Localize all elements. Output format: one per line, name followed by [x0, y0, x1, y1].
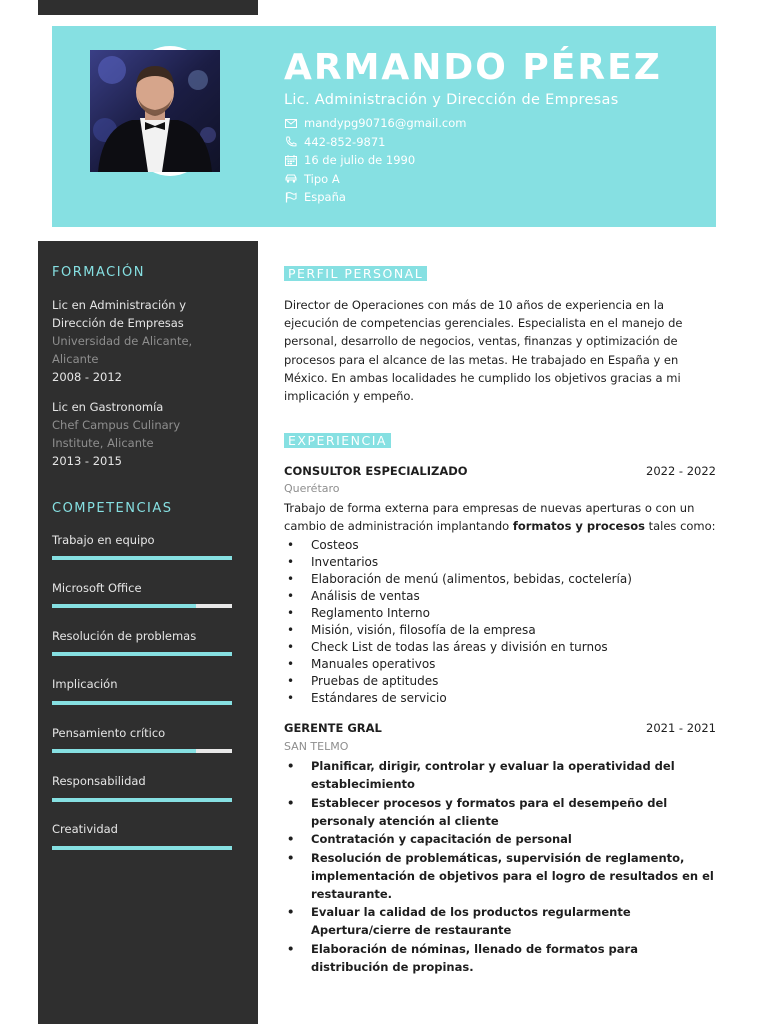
list-item: • Elaboración de nóminas, llenado de formatos para distribución de propinas. [284, 940, 718, 976]
list-item: • Misión, visión, filosofía de la empresa [284, 622, 718, 639]
phone-icon [284, 136, 298, 148]
skill-label: Trabajo en equipo [52, 533, 155, 547]
skill-label: Pensamiento crítico [52, 726, 166, 740]
flag-icon [284, 191, 298, 203]
profile-heading: PERFIL PERSONAL [284, 266, 427, 281]
skill-bar [52, 652, 232, 656]
education-heading: FORMACIÓN [52, 265, 145, 280]
list-item: • Evaluar la calidad de los productos regularmente Apertura/cierre de restaurante [284, 903, 718, 939]
list-item: • Análisis de ventas [284, 588, 718, 605]
job-description-emphasis: formatos y procesos [512, 519, 645, 533]
contact-text: Tipo A [304, 171, 340, 186]
experience-heading: EXPERIENCIA [284, 433, 391, 448]
list-item: • Establecer procesos y formatos para el desempeño del personaly atención al cliente [284, 794, 718, 830]
skill-label: Responsabilidad [52, 774, 146, 788]
contact-list [284, 114, 466, 207]
contact-license [284, 170, 466, 189]
job-description-end: tales como: [644, 519, 716, 533]
candidate-title: Lic. Administración y Dirección de Empresas [284, 92, 619, 108]
skill-item [52, 629, 232, 647]
skill-item [52, 774, 232, 792]
job-position: CONSULTOR ESPECIALIZADO [284, 464, 468, 478]
contact-phone[interactable] [284, 133, 466, 152]
car-icon [284, 173, 298, 185]
skill-item [52, 677, 232, 695]
profile-text: Director de Operaciones con más de 10 años de experiencia en la ejecución de competencias gerenciales. Especialista en el manejo de personal, desarrollo de negocios, ventas, finanzas y optimización de procesos para el alcance de las metas. He trabajado en España y en México. En ambas localidades he cumplido los objetivos gracias a mi implicación y empeño. [284, 298, 683, 404]
contact-text: mandypg90716@gmail.com [304, 116, 467, 131]
job-task-list [284, 757, 718, 976]
contact-text: España [304, 190, 346, 205]
skill-bar [52, 604, 232, 608]
skill-bar-fill [52, 604, 196, 608]
contact-email[interactable] [284, 114, 466, 133]
list-item: • Estándares de servicio [284, 690, 718, 707]
education-entry [52, 296, 222, 386]
skill-bar [52, 556, 232, 560]
list-item: • Manuales operativos [284, 656, 718, 673]
skill-bar [52, 749, 232, 753]
candidate-name: ARMANDO PÉREZ [284, 47, 662, 88]
education-degree: Lic en Gastronomía [52, 400, 164, 414]
education-degree: Lic en Administración y Dirección de Empresas [52, 298, 187, 330]
list-item: • Check List de todas las áreas y división en turnos [284, 639, 718, 656]
skill-label: Microsoft Office [52, 581, 142, 595]
education-institution: Chef Campus Culinary Institute, Alicante [52, 418, 181, 450]
list-item: • Planificar, dirigir, controlar y evaluar la operatividad del establecimiento [284, 757, 718, 793]
job-location: Querétaro [284, 482, 340, 495]
list-item: • Elaboración de menú (alimentos, bebidas, coctelería) [284, 571, 718, 588]
skill-bar-fill [52, 652, 232, 656]
education-years: 2013 - 2015 [52, 454, 122, 468]
calendar-icon [284, 154, 298, 166]
job-task-list [284, 537, 718, 707]
job-years: 2022 - 2022 [646, 464, 716, 478]
skill-label: Implicación [52, 677, 118, 691]
list-item: • Pruebas de aptitudes [284, 673, 718, 690]
education-institution: Universidad de Alicante, Alicante [52, 334, 193, 366]
skill-bar-fill [52, 846, 232, 850]
education-years: 2008 - 2012 [52, 370, 122, 384]
skill-item [52, 533, 232, 551]
list-item: • Reglamento Interno [284, 605, 718, 622]
profile-photo [90, 50, 220, 172]
skill-item [52, 581, 232, 599]
contact-nationality [284, 188, 466, 207]
skill-bar-fill [52, 798, 232, 802]
list-item: • Costeos [284, 537, 718, 554]
job-years: 2021 - 2021 [646, 721, 716, 735]
list-item: • Resolución de problemáticas, supervisión de reglamento, implementación de objetivos para el logro de resultados en el restaurante. [284, 849, 718, 903]
list-item: • Inventarios [284, 554, 718, 571]
job-location: SAN TELMO [284, 740, 349, 753]
skill-bar-fill [52, 701, 232, 705]
skill-label: Creatividad [52, 822, 118, 836]
list-item: • Contratación y capacitación de personal [284, 830, 718, 848]
skill-bar [52, 798, 232, 802]
skill-bar [52, 846, 232, 850]
skill-bar-fill [52, 749, 196, 753]
skill-bar-fill [52, 556, 232, 560]
contact-birthdate [284, 151, 466, 170]
job-position: GERENTE GRAL [284, 721, 382, 735]
envelope-icon [284, 117, 298, 129]
skill-bar [52, 701, 232, 705]
job-description-start: Trabajo de forma externa para empresas de nuevas aperturas o con un cambio de administración implantando [284, 501, 695, 533]
skill-item [52, 726, 232, 744]
contact-text: 16 de julio de 1990 [304, 153, 416, 168]
photo-image [90, 50, 220, 172]
skill-item [52, 822, 232, 840]
job-description [284, 499, 718, 535]
contact-text: 442-852-9871 [304, 134, 386, 149]
skills-heading: COMPETENCIAS [52, 501, 173, 516]
skill-label: Resolución de problemas [52, 629, 197, 643]
education-entry [52, 398, 222, 470]
